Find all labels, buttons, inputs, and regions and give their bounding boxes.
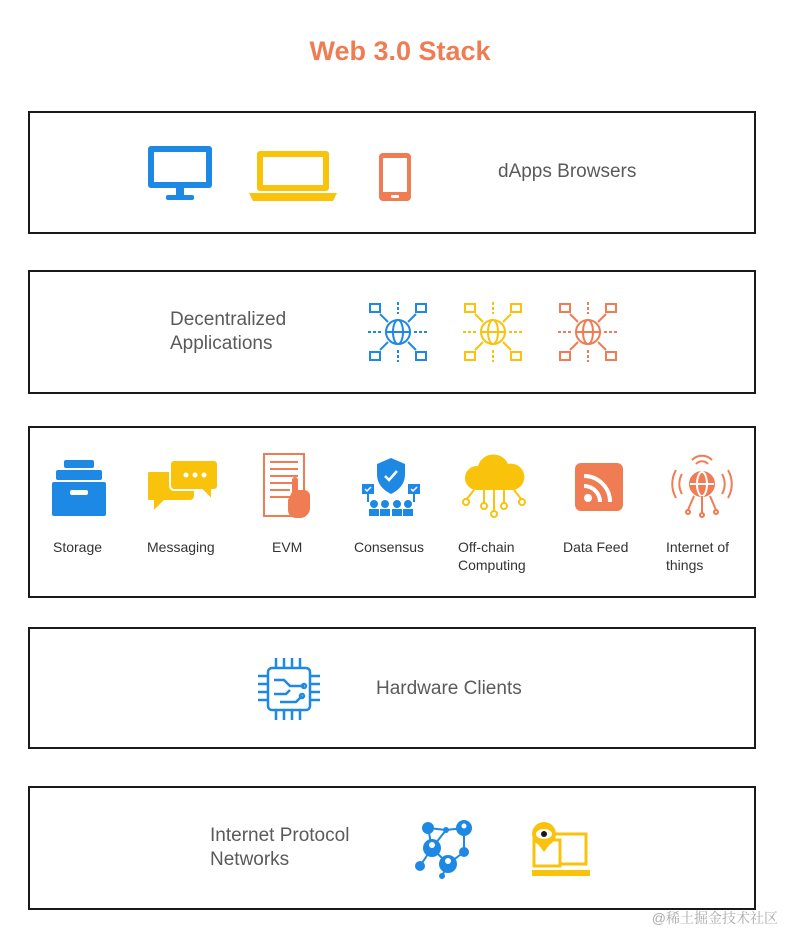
- monitoring-computer-icon: [528, 820, 592, 882]
- watermark: @稀土掘金技术社区: [651, 910, 778, 926]
- layer-internet-protocol-networks: [28, 786, 756, 910]
- internet-protocol-networks-label: Internet Protocol Networks: [210, 825, 350, 870]
- messaging-icon: [148, 458, 220, 514]
- service-label: Data Feed: [563, 539, 629, 555]
- laptop-icon: [247, 149, 339, 203]
- service-label: Consensus: [354, 539, 425, 555]
- network-globe-icon: [461, 300, 525, 364]
- layer-services: [28, 426, 756, 598]
- service-label: Storage: [53, 539, 103, 555]
- service-label: EVM: [272, 539, 303, 555]
- service-label: Off-chain Computing: [458, 539, 526, 573]
- network-nodes-icon: [412, 816, 478, 880]
- dapps-browsers-label: dApps Browsers: [498, 161, 637, 182]
- storage-icon: [50, 458, 108, 518]
- chip-icon: [256, 656, 322, 722]
- evm-icon: [262, 452, 314, 524]
- smartphone-icon: [378, 152, 412, 202]
- consensus-icon: [360, 456, 422, 518]
- service-label: Internet of things: [666, 539, 730, 573]
- network-globe-icon: [556, 300, 620, 364]
- diagram-title: Web 3.0 Stack: [309, 36, 491, 66]
- network-globe-icon: [366, 300, 430, 364]
- hardware-clients-label: Hardware Clients: [376, 678, 522, 699]
- layer-dapps-browsers: [28, 111, 756, 234]
- cloud-computing-icon: [462, 454, 526, 520]
- desktop-monitor-icon: [146, 144, 214, 202]
- iot-icon: [670, 452, 734, 518]
- service-label: Messaging: [147, 539, 215, 555]
- layer-hardware-clients: [28, 627, 756, 749]
- rss-icon: [574, 462, 624, 512]
- layer-decentralized-applications: [28, 270, 756, 394]
- decentralized-applications-label: Decentralized Applications: [170, 309, 287, 354]
